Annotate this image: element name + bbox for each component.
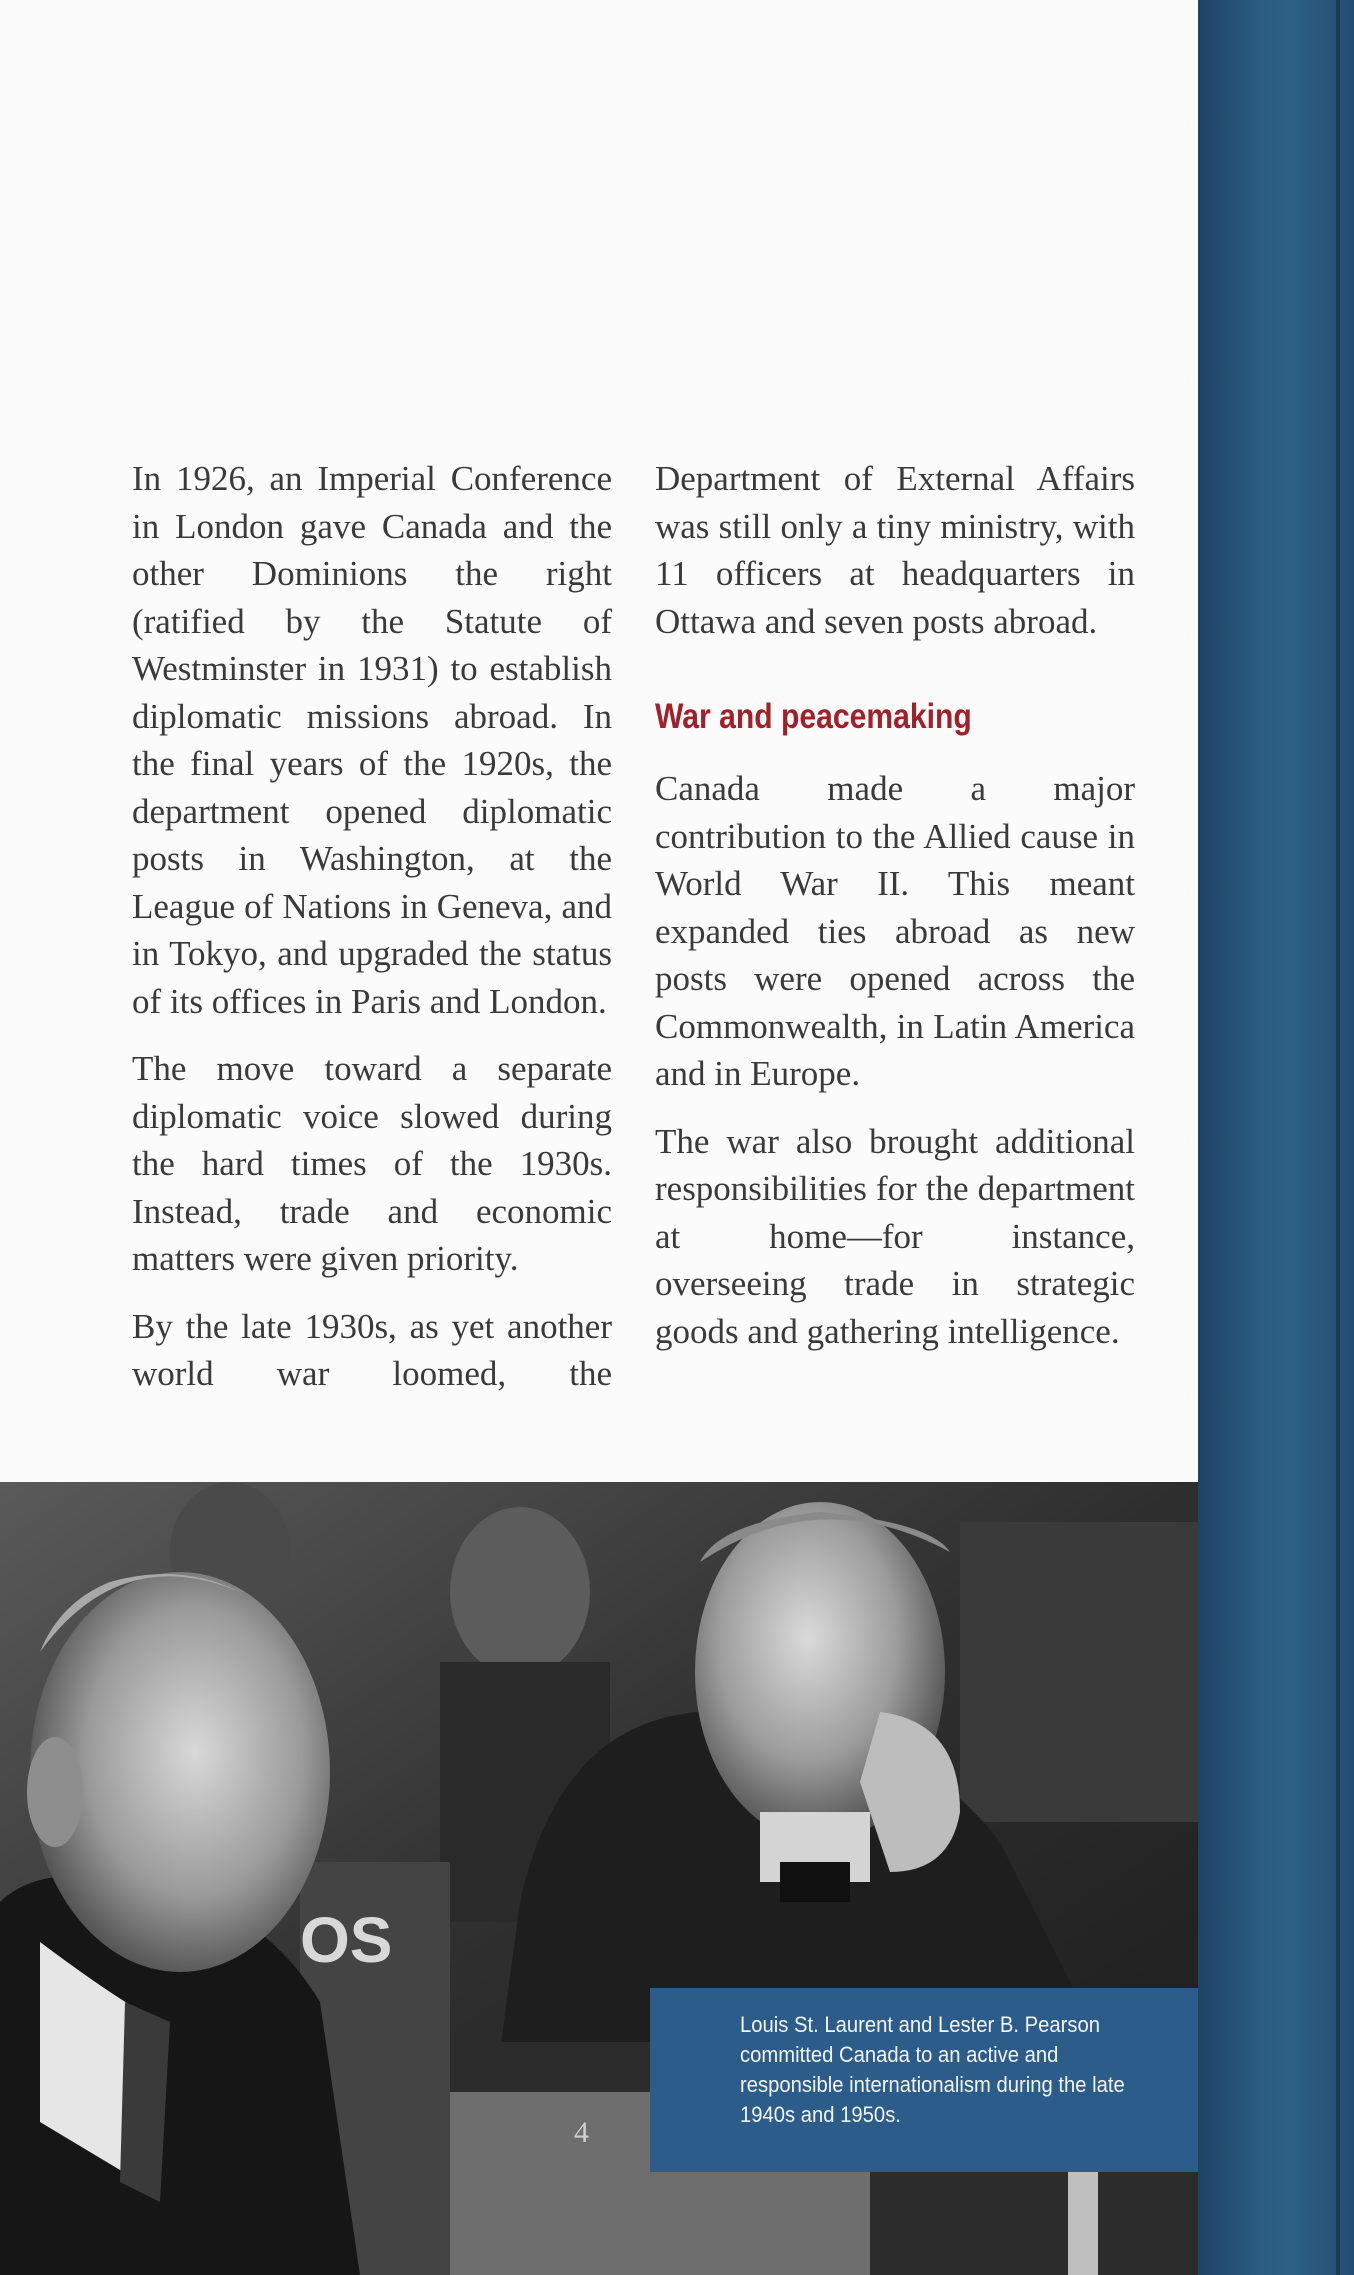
spine-edge	[1336, 0, 1340, 2275]
svg-text:OS: OS	[300, 1904, 393, 1976]
paragraph-imperial-conference: In 1926, an Imperial Conference in London gave Canada and the other Dominions the right (ratified by the Statute of Westminster in 1931) to establish diplomatic missions abroad. In the final years of the 1920s, the department opened diplomatic posts in Washington, at the League of Nations in Geneva, and in Tokyo, and upgraded the status of its offices in Paris and London.	[132, 459, 612, 1021]
paragraph-war-responsibilities: The war also brought additional responsibilities for the department at home—for instance, overseeing trade in strategic goods and gathering intelligence.	[655, 1121, 1135, 1351]
paragraph-late-1930s: By the late 1930s, as yet another world war loomed, the	[132, 1306, 612, 1393]
section-heading: War and peacemaking	[655, 697, 972, 736]
right-text-column	[655, 455, 1135, 1375]
cover-spine	[1198, 0, 1354, 2275]
page-number: 4	[574, 2116, 589, 2149]
left-text-column	[132, 455, 612, 1418]
paragraph-continuation: Department of External Affairs was still only a tiny ministry, with 11 officers at headquarters in Ottawa and seven posts abroad.	[655, 459, 1135, 641]
paragraph-1930s: The move toward a separate diplomatic voice slowed during the hard times of the 1930s. Instead, trade and economic matters were given priority.	[132, 1049, 612, 1278]
paragraph-world-war-ii: Canada made a major contribution to the Allied cause in World War II. This meant expanded ties abroad as new posts were opened across the Commonwealth, in Latin America and in Europe.	[655, 769, 1135, 1093]
photo-caption: Louis St. Laurent and Lester B. Pearson committed Canada to an active and responsible internationalism during the late 1940s and 1950s.	[740, 2012, 1125, 2127]
